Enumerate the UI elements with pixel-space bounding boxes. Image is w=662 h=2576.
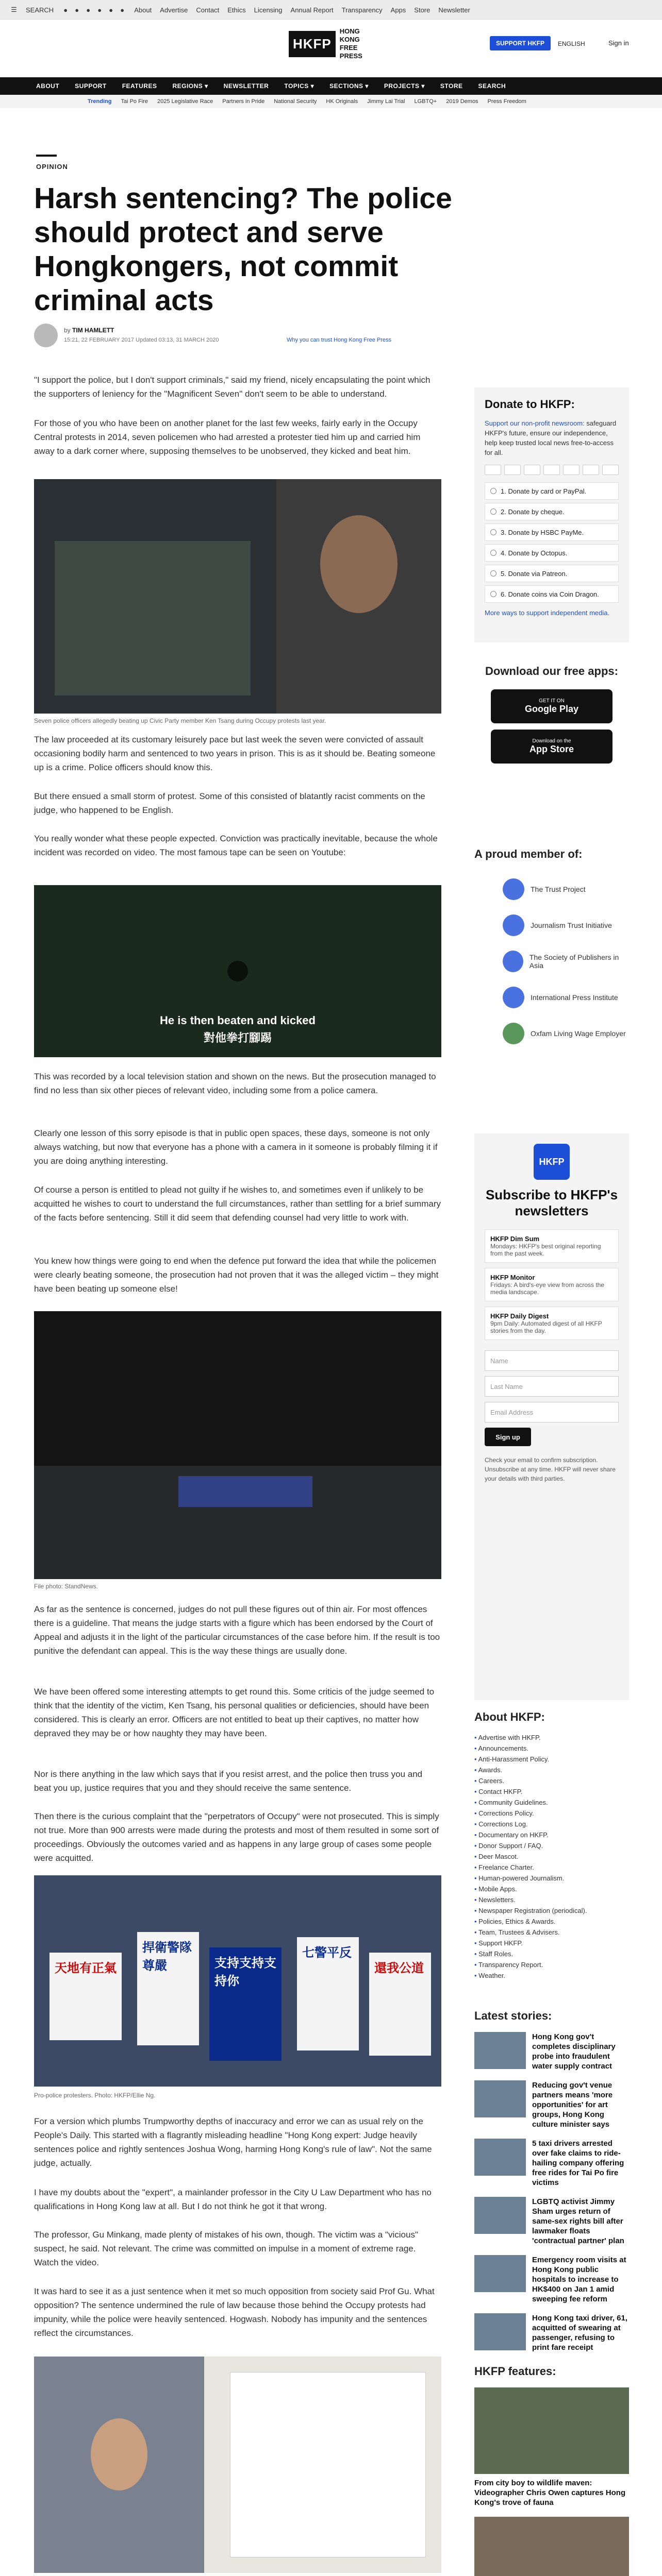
nav-item[interactable]: TOPICS ▾: [284, 82, 315, 90]
paragraph: The professor, Gu Minkang, made plenty of mistakes of his own, though. The victim was a "vicious" suspect, he said. Not relevant. The crime was committed on impulse in a moment of extreme rage. Watch the video.: [34, 2230, 418, 2267]
about-link[interactable]: • Human-powered Journalism.: [474, 1873, 629, 1884]
apps-section: [474, 665, 629, 764]
utility-bar: [0, 0, 662, 20]
util-link[interactable]: Annual Report: [290, 6, 334, 14]
about-link[interactable]: • Advertise with HKFP.: [474, 1732, 629, 1743]
about-link[interactable]: • Transparency Report.: [474, 1959, 629, 1970]
donate-box: Donate to HKFP: Support our non-profit newsroom: safeguard HKFP's future, ensure our independence, help keep trusted local news free-to-access for all. 1. Donate by card or PayPal. 2. Donate by cheque. 3. Donate by HSBC PayMe. 4. Donate by Octopus. 5. Donate via Patreon. 6. Donate coins via Coin Dragon. More ways to support independent media.: [474, 387, 629, 642]
paragraph: The law proceeded at its customary leisurely pace but last week the seven were convicted of assault occasioning bodily harm and sentenced to two years in prison. This is as it should be. Beating someone up is a crime. Police officers should know this.: [34, 735, 436, 772]
donate-option[interactable]: 2. Donate by cheque.: [485, 503, 619, 520]
article-title: Harsh sentencing? The police should protect and serve Hongkongers, not commit criminal acts: [34, 182, 452, 317]
feature-item[interactable]: [474, 2517, 629, 2576]
about-link[interactable]: • Anti-Harassment Policy.: [474, 1754, 629, 1765]
protest-photo: [34, 1311, 441, 1579]
photo-caption: File photo: StandNews.: [34, 1583, 98, 1590]
last-name-input[interactable]: Last Name: [485, 1376, 619, 1397]
paragraph: It was hard to see it as a just sentence when it met so much opposition from society said Prof Gu. What opposition? The sentence undermined the rule of law because those behind the Occupy protests had impunity, while the police were heavily sentenced. Hogwash. Nobody has impunity and the sentences reflect the circumstances.: [34, 2286, 435, 2338]
donate-option[interactable]: 4. Donate by Octopus.: [485, 544, 619, 562]
util-link[interactable]: Store: [414, 6, 431, 14]
author-name[interactable]: TIM HAMLETT: [72, 327, 114, 334]
trending-item[interactable]: Partners in Pride: [222, 98, 265, 105]
author-avatar[interactable]: [34, 324, 58, 347]
trending-bar: [0, 95, 662, 108]
feature-item[interactable]: From city boy to wildlife maven: Videographer Chris Owen captures Hong Kong's trove of fauna: [474, 2387, 629, 2507]
beating-photo: [34, 479, 441, 714]
donate-option[interactable]: 5. Donate via Patreon.: [485, 565, 619, 582]
about-link[interactable]: • Support HKFP.: [474, 1938, 629, 1948]
about-link[interactable]: • Deer Mascot.: [474, 1851, 629, 1862]
search-link[interactable]: SEARCH: [26, 6, 54, 14]
about-link[interactable]: • Contact HKFP.: [474, 1786, 629, 1797]
paragraph: I have my doubts about the "expert", a mainlander professor in the City U Law Department who has no qualifications in Hong Kong law at all. But I do not think he got it that wrong.: [34, 2188, 432, 2211]
trending-item[interactable]: HK Originals: [326, 98, 358, 105]
email-input[interactable]: Email Address: [485, 1402, 619, 1422]
latest-title: Latest stories:: [474, 2009, 552, 2022]
trending-item[interactable]: Jimmy Lai Trial: [367, 98, 405, 105]
main-nav: [0, 77, 662, 95]
newsletter-box: [474, 1133, 629, 1700]
about-section: [474, 1710, 629, 1981]
donate-option[interactable]: 1. Donate by card or PayPal.: [485, 482, 619, 500]
section-rule: [36, 155, 57, 157]
paragraph: As far as the sentence is concerned, judges do not pull these figures out of thin air. For most offences there is a guideline. That means the judge starts with a figure which has been endorsed by the Court of Appeal and adjusts it in the light of the particular circumstances of the case before him. If the result is too punitive the defendant can appeal. This is the way these things are usually done.: [34, 1604, 440, 1656]
paragraph: You really wonder what these people expected. Conviction was practically inevitable, because the whole incident was recorded on video. The most famous tape can be seen on Youtube:: [34, 834, 438, 857]
about-link[interactable]: • Newsletters.: [474, 1894, 629, 1905]
about-link[interactable]: • Freelance Charter.: [474, 1862, 629, 1873]
newsletter-option[interactable]: HKFP Dim Sum Mondays: HKFP's best original reporting from the past week.: [485, 1229, 619, 1263]
newsletter-option[interactable]: HKFP Daily Digest 9pm Daily: Automated digest of all HKFP stories from the day.: [485, 1307, 619, 1340]
features-section: [474, 2365, 629, 2576]
social-icons[interactable]: ● ● ● ● ● ●: [63, 6, 125, 14]
menu-icon[interactable]: ☰: [11, 6, 17, 13]
nav-item[interactable]: FEATURES: [122, 82, 157, 90]
story-item[interactable]: Hong Kong taxi driver, 61, acquitted of swearing at passenger, refusing to print fare receipt: [474, 2313, 629, 2352]
member-logo[interactable]: Oxfam Living Wage Employer: [503, 1015, 629, 1052]
newsletter-option[interactable]: HKFP Monitor Fridays: A bird's-eye view from across the media landscape.: [485, 1268, 619, 1301]
paragraph: Of course a person is entitled to plead not guilty if he wishes to, and sometimes even if unlikely to be acquitted he wishes to court to understand the full circumstances, rather than settling for a brief summary of the facts before sentencing. Still it did seem that defending counsel had very little to work with.: [34, 1185, 441, 1223]
story-item[interactable]: LGBTQ activist Jimmy Sham urges return of same-sex rights bill after lawmaker floats 'contractual partner' plan: [474, 2197, 629, 2246]
about-link[interactable]: • Careers.: [474, 1775, 629, 1786]
about-link[interactable]: • Policies, Ethics & Awards.: [474, 1916, 629, 1927]
hkfp-logo[interactable]: HKFP HONG KONG FREE PRESS: [289, 26, 374, 62]
photo-caption: Seven police officers allegedly beating up Civic Party member Ken Tsang during Occupy protests last year.: [34, 717, 326, 724]
story-item[interactable]: 5 taxi drivers arrested over fake claims to ride-hailing company offering free rides for Tai Po fire victims: [474, 2139, 629, 2188]
play-icon[interactable]: [227, 961, 248, 981]
newsletter-note: Check your email to confirm subscription. Unsubscribe at any time. HKFP will never share your details with third parties.: [485, 1456, 616, 1482]
nav-item[interactable]: SECTIONS ▾: [329, 82, 369, 90]
nav-item[interactable]: SUPPORT: [75, 82, 107, 90]
paragraph: Clearly one lesson of this sorry episode is that in public open spaces, these days, someone is not only always watching, but now that everyone has a phone with a camera in it someone is probably filming it if you are doing anything interesting.: [34, 1128, 438, 1166]
member-logo[interactable]: International Press Institute: [503, 979, 629, 1015]
language-select[interactable]: ENGLISH: [558, 40, 585, 47]
trust-link[interactable]: Why you can trust Hong Kong Free Press: [287, 337, 391, 343]
util-link[interactable]: About: [134, 6, 152, 14]
latest-stories: [474, 2009, 629, 2362]
newsletter-badge: HKFP: [534, 1144, 570, 1180]
util-link[interactable]: Contact: [196, 6, 220, 14]
member-logo[interactable]: The Society of Publishers in Asia: [503, 943, 629, 979]
paragraph: For those of you who have been on another planet for the last few weeks, fairly early in the Occupy Central protests in 2014, seven policemen who had arrested a protester tied him up and carried him away to a dark corner where, supposing themselves to be unobserved, they kicked and beat him.: [34, 418, 421, 456]
util-link[interactable]: Newsletter: [438, 6, 470, 14]
about-link[interactable]: • Newspaper Registration (periodical).: [474, 1905, 629, 1916]
paragraph: Nor is there anything in the law which says that if you resist arrest, and the police then truss you and beat you up, justice requires that you and they should receive the same sentence.: [34, 1769, 423, 1793]
more-ways-link[interactable]: More ways to support independent media.: [485, 609, 610, 617]
paragraph: But there ensued a small storm of protest. Some of this consisted of blatantly racist comments on the judge, who happened to be English.: [34, 791, 425, 815]
photo-caption: Pro-police protesters. Photo: HKFP/Ellie Ng.: [34, 2092, 156, 2099]
util-link[interactable]: Advertise: [160, 6, 188, 14]
about-title: About HKFP:: [474, 1710, 545, 1723]
donate-option[interactable]: 6. Donate coins via Coin Dragon.: [485, 585, 619, 603]
paragraph: Then there is the curious complaint that the "perpetrators of Occupy" were not prosecuted. This is simply not true. More than 900 arrests were made during the protests and most of them resulted in some sort of proceedings. Obviously the outcomes varied and as happens in any large group of cases some people were acquitted.: [34, 1811, 439, 1863]
trending-item[interactable]: 2025 Legislative Race: [157, 98, 213, 105]
youtube-video[interactable]: He is then beaten and kicked 對他拳打腳踢: [34, 885, 441, 1057]
story-item[interactable]: Reducing gov't venue partners means 'more opportunities' for art groups, Hong Kong culture minister says: [474, 2080, 629, 2129]
paragraph: We have been offered some interesting attempts to get round this. Some criticis of the judge seemed to think that the identity of the victim, Ken Tsang, his personal qualities or deficiencies, should have been considered. This is clearly an error. Officers are not entitled to beat up their captives, no matter how depraved they may be or how naughty they may have been.: [34, 1687, 435, 1738]
about-link[interactable]: • Corrections Log.: [474, 1819, 629, 1829]
nav-item[interactable]: NEWSLETTER: [223, 82, 269, 90]
pro-police-protest-photo: 天地有正氣 捍衛警隊尊嚴 支持支持支持你 七警平反 還我公道: [34, 1875, 441, 2087]
newsletter-title: Subscribe to HKFP's newsletters: [485, 1187, 618, 1218]
util-link[interactable]: Ethics: [227, 6, 246, 14]
util-link[interactable]: Transparency: [341, 6, 383, 14]
about-link[interactable]: • Documentary on HKFP.: [474, 1829, 629, 1840]
about-link[interactable]: • Community Guidelines.: [474, 1797, 629, 1808]
about-link[interactable]: • Corrections Policy.: [474, 1808, 629, 1819]
donate-title: Donate to HKFP:: [485, 398, 575, 411]
about-link[interactable]: • Announcements.: [474, 1743, 629, 1754]
trending-item[interactable]: National Security: [274, 98, 317, 105]
about-list: [474, 1732, 629, 1981]
about-link[interactable]: • Mobile Apps.: [474, 1884, 629, 1894]
byline: by TIM HAMLETT 15:21, 22 FEBRUARY 2017 Updated 03:13, 31 MARCH 2020 Why you can trust Hong Kong Free Press: [34, 324, 457, 349]
paragraph: "I support the police, but I don't support criminals," said my friend, nicely encapsulating the point which the supporters of leniency for the "Magnificent Seven" don't seem to be able to understand.: [34, 375, 431, 399]
google-play-button[interactable]: GET IT ON Google Play: [491, 689, 613, 723]
about-link[interactable]: • Weather.: [474, 1970, 629, 1981]
paragraph: For a version which plumbs Trumpworthy depths of inaccuracy and error we can as usual rely on the People's Daily. This started with a flagrantly misleading headline "Hong Kong expert: Judge heavily sentences police and rightly sentences Joshua Wong, harming Hong Kong's rule of law". Not the same judge, actually.: [34, 2116, 432, 2168]
trending-item[interactable]: Press Freedom: [487, 98, 526, 105]
gu-minkang-photo: [34, 2357, 441, 2573]
story-item[interactable]: Hong Kong gov't completes disciplinary probe into fraudulent water supply contract: [474, 2032, 629, 2071]
section-label[interactable]: OPINION: [36, 163, 68, 171]
trending-item[interactable]: 2019 Demos: [446, 98, 478, 105]
members-title: A proud member of:: [474, 848, 583, 860]
trending-item[interactable]: Tai Po Fire: [121, 98, 148, 105]
support-newsroom-link[interactable]: Support our non-profit newsroom:: [485, 419, 585, 427]
name-input[interactable]: Name: [485, 1350, 619, 1371]
about-link[interactable]: • Staff Roles.: [474, 1948, 629, 1959]
nav-item[interactable]: REGIONS ▾: [172, 82, 208, 90]
nav-item[interactable]: STORE: [440, 82, 463, 90]
members-section: [474, 848, 629, 1052]
member-logo[interactable]: The Trust Project: [503, 871, 629, 907]
about-link[interactable]: • Donor Support / FAQ.: [474, 1840, 629, 1851]
paragraph: This was recorded by a local television station and shown on the news. But the prosecution managed to find no less than six other pieces of relevant video, including some from a police camera.: [34, 1072, 436, 1095]
donate-option[interactable]: 3. Donate by HSBC PayMe.: [485, 523, 619, 541]
signin-link[interactable]: Sign in: [608, 39, 629, 47]
signup-button[interactable]: Sign up: [485, 1428, 531, 1446]
util-link[interactable]: Licensing: [254, 6, 283, 14]
util-link[interactable]: Apps: [390, 6, 406, 14]
story-item[interactable]: Emergency room visits at Hong Kong public hospitals to increase to HK$400 on Jan 1 amid sweeping fee reform: [474, 2255, 629, 2304]
publish-dates: 15:21, 22 FEBRUARY 2017 Updated 03:13, 31 MARCH 2020: [64, 337, 219, 343]
apps-title: Download our free apps:: [485, 665, 618, 677]
trending-label: Trending: [88, 98, 112, 105]
nav-item[interactable]: SEARCH: [478, 82, 506, 90]
nav-item[interactable]: PROJECTS ▾: [384, 82, 425, 90]
support-button[interactable]: SUPPORT HKFP: [490, 36, 551, 50]
app-store-button[interactable]: Download on the App Store: [491, 730, 613, 764]
about-link[interactable]: • Team, Trustees & Advisers.: [474, 1927, 629, 1938]
paragraph: You knew how things were going to end when the defence put forward the idea that while the policemen were clearly beating someone, the prosecution had not proven that it was the alleged victim – they might have been beating up someone else!: [34, 1256, 439, 1294]
payment-icons: [485, 465, 619, 475]
about-link[interactable]: • Awards.: [474, 1765, 629, 1775]
member-logo[interactable]: Journalism Trust Initiative: [503, 907, 629, 943]
features-title: HKFP features:: [474, 2365, 556, 2378]
trending-item[interactable]: LGBTQ+: [414, 98, 437, 105]
nav-item[interactable]: ABOUT: [36, 82, 60, 90]
